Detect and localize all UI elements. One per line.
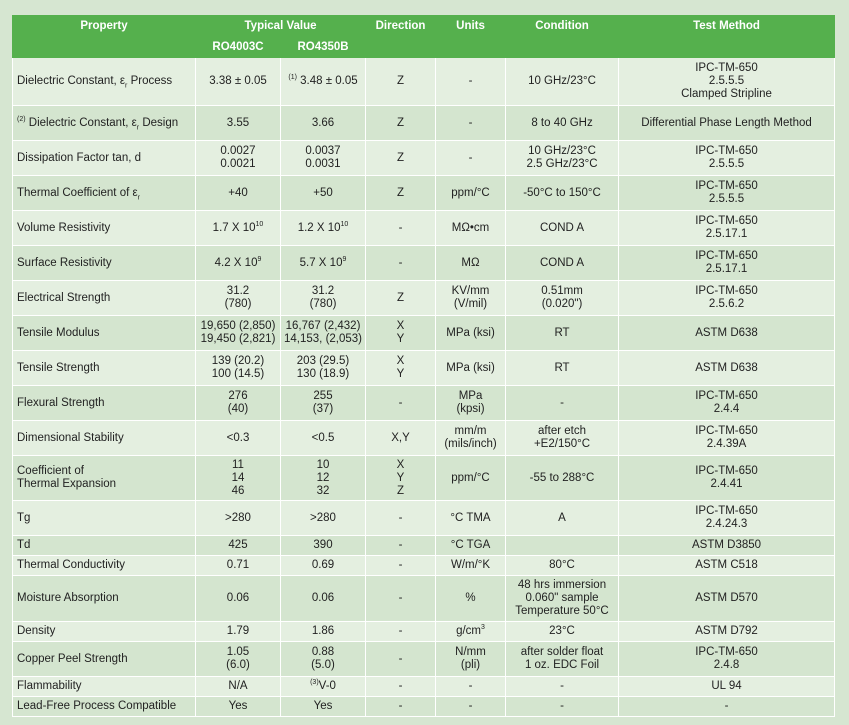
ro4350b-value: $^{(3)}$V-0 bbox=[281, 677, 366, 697]
ro4350b-value: 3.66 bbox=[281, 106, 366, 141]
ro4003c-value: 139 (20.2) 100 (14.5) bbox=[196, 351, 281, 386]
ro4350b-value: 10 12 32 bbox=[281, 456, 366, 501]
condition-cell: 23°C bbox=[506, 622, 619, 642]
header-property: Property bbox=[13, 16, 196, 37]
units-cell: MPa (ksi) bbox=[436, 316, 506, 351]
table-row bbox=[13, 697, 835, 717]
property-cell: Thermal Coefficient of $\varepsilon_r$ bbox=[13, 176, 196, 211]
test-method-cell: ASTM C518 bbox=[619, 556, 835, 576]
property-cell: $^{(2)}$ Dielectric Constant, $\varepsilon_r$ Design bbox=[13, 106, 196, 141]
direction-cell: - bbox=[366, 576, 436, 622]
direction-cell: - bbox=[366, 697, 436, 717]
table-row bbox=[13, 351, 835, 386]
ro4003c-value: 0.06 bbox=[196, 576, 281, 622]
ro4003c-value: 19,650 (2,850) 19,450 (2,821) bbox=[196, 316, 281, 351]
test-method-cell: IPC-TM-650 2.4.39A bbox=[619, 421, 835, 456]
units-cell: - bbox=[436, 697, 506, 717]
table-row bbox=[13, 316, 835, 351]
test-method-cell: IPC-TM-650 2.4.41 bbox=[619, 456, 835, 501]
ro4003c-value: 31.2 (780) bbox=[196, 281, 281, 316]
condition-cell: 10 GHz/23°C 2.5 GHz/23°C bbox=[506, 141, 619, 176]
direction-cell: Z bbox=[366, 281, 436, 316]
table-row bbox=[13, 642, 835, 677]
test-method-cell: IPC-TM-650 2.5.5.5 Clamped Stripline bbox=[619, 58, 835, 106]
units-cell: KV/mm (V/mil) bbox=[436, 281, 506, 316]
table-row bbox=[13, 211, 835, 246]
property-cell: Tg bbox=[13, 501, 196, 536]
direction-cell: Z bbox=[366, 106, 436, 141]
direction-cell: - bbox=[366, 536, 436, 556]
condition-cell bbox=[506, 536, 619, 556]
property-cell: Flammability bbox=[13, 677, 196, 697]
direction-cell: X Y Z bbox=[366, 456, 436, 501]
ro4350b-value: Yes bbox=[281, 697, 366, 717]
property-cell: Tensile Strength bbox=[13, 351, 196, 386]
header-typical-value: Typical Value bbox=[196, 16, 366, 37]
condition-cell: 48 hrs immersion 0.060" sample Temperature 50°C bbox=[506, 576, 619, 622]
units-cell: - bbox=[436, 677, 506, 697]
header-test-method: Test Method bbox=[619, 16, 835, 37]
test-method-cell: IPC-TM-650 2.5.5.5 bbox=[619, 141, 835, 176]
header-condition: Condition bbox=[506, 16, 619, 37]
ro4350b-value: 0.06 bbox=[281, 576, 366, 622]
property-cell: Flexural Strength bbox=[13, 386, 196, 421]
ro4350b-value: 0.0037 0.0031 bbox=[281, 141, 366, 176]
direction-cell: - bbox=[366, 677, 436, 697]
ro4350b-value: >280 bbox=[281, 501, 366, 536]
header-grade-ro4350b: RO4350B bbox=[281, 37, 366, 58]
property-cell: Td bbox=[13, 536, 196, 556]
test-method-cell: ASTM D792 bbox=[619, 622, 835, 642]
direction-cell: X Y bbox=[366, 351, 436, 386]
property-cell: Surface Resistivity bbox=[13, 246, 196, 281]
table-row bbox=[13, 141, 835, 176]
direction-cell: X,Y bbox=[366, 421, 436, 456]
table-row bbox=[13, 246, 835, 281]
condition-cell: 8 to 40 GHz bbox=[506, 106, 619, 141]
table-row bbox=[13, 456, 835, 501]
units-cell: °C TMA bbox=[436, 501, 506, 536]
direction-cell: Z bbox=[366, 58, 436, 106]
units-cell: - bbox=[436, 58, 506, 106]
ro4003c-value: <0.3 bbox=[196, 421, 281, 456]
condition-cell: - bbox=[506, 386, 619, 421]
condition-cell: after solder float 1 oz. EDC Foil bbox=[506, 642, 619, 677]
ro4003c-value: 1.7 X $10^{10}$ bbox=[196, 211, 281, 246]
table-row bbox=[13, 106, 835, 141]
condition-cell: -55 to 288°C bbox=[506, 456, 619, 501]
properties-table bbox=[12, 15, 835, 717]
units-cell: % bbox=[436, 576, 506, 622]
property-cell: Copper Peel Strength bbox=[13, 642, 196, 677]
ro4003c-value: 276 (40) bbox=[196, 386, 281, 421]
test-method-cell: - bbox=[619, 697, 835, 717]
ro4003c-value: 1.79 bbox=[196, 622, 281, 642]
table-row bbox=[13, 281, 835, 316]
test-method-cell: IPC-TM-650 2.5.5.5 bbox=[619, 176, 835, 211]
table-row bbox=[13, 536, 835, 556]
ro4350b-value: 1.2 X $10^{10}$ bbox=[281, 211, 366, 246]
ro4003c-value: 0.71 bbox=[196, 556, 281, 576]
direction-cell: - bbox=[366, 556, 436, 576]
ro4003c-value: 425 bbox=[196, 536, 281, 556]
ro4003c-value: +40 bbox=[196, 176, 281, 211]
units-cell: N/mm (pli) bbox=[436, 642, 506, 677]
table-row bbox=[13, 501, 835, 536]
units-cell: mm/m (mils/inch) bbox=[436, 421, 506, 456]
condition-cell: 10 GHz/23°C bbox=[506, 58, 619, 106]
ro4350b-value: $^{(1)}$ 3.48 ± 0.05 bbox=[281, 58, 366, 106]
condition-cell: COND A bbox=[506, 211, 619, 246]
ro4350b-value: +50 bbox=[281, 176, 366, 211]
units-cell: °C TGA bbox=[436, 536, 506, 556]
units-cell: ppm/°C bbox=[436, 176, 506, 211]
ro4350b-value: 5.7 X $10^9$ bbox=[281, 246, 366, 281]
table-row bbox=[13, 421, 835, 456]
table-row bbox=[13, 58, 835, 106]
direction-cell: - bbox=[366, 246, 436, 281]
units-cell: MΩ•cm bbox=[436, 211, 506, 246]
property-cell: Dissipation Factor tan, d bbox=[13, 141, 196, 176]
test-method-cell: ASTM D638 bbox=[619, 351, 835, 386]
ro4350b-value: 255 (37) bbox=[281, 386, 366, 421]
table-row bbox=[13, 556, 835, 576]
condition-cell: after etch +E2/150°C bbox=[506, 421, 619, 456]
property-cell: Volume Resistivity bbox=[13, 211, 196, 246]
test-method-cell: ASTM D570 bbox=[619, 576, 835, 622]
test-method-cell: ASTM D3850 bbox=[619, 536, 835, 556]
property-cell: Electrical Strength bbox=[13, 281, 196, 316]
ro4350b-value: 16,767 (2,432) 14,153, (2,053) bbox=[281, 316, 366, 351]
direction-cell: - bbox=[366, 501, 436, 536]
direction-cell: Z bbox=[366, 176, 436, 211]
ro4003c-value: 1.05 (6.0) bbox=[196, 642, 281, 677]
test-method-cell: IPC-TM-650 2.5.6.2 bbox=[619, 281, 835, 316]
condition-cell: - bbox=[506, 697, 619, 717]
ro4350b-value: 31.2 (780) bbox=[281, 281, 366, 316]
direction-cell: - bbox=[366, 211, 436, 246]
ro4350b-value: 0.69 bbox=[281, 556, 366, 576]
property-cell: Moisture Absorption bbox=[13, 576, 196, 622]
units-cell: $g/cm^3$ bbox=[436, 622, 506, 642]
test-method-cell: IPC-TM-650 2.4.4 bbox=[619, 386, 835, 421]
test-method-cell: IPC-TM-650 2.5.17.1 bbox=[619, 211, 835, 246]
property-cell: Density bbox=[13, 622, 196, 642]
units-cell: - bbox=[436, 106, 506, 141]
table-row bbox=[13, 386, 835, 421]
property-cell: Lead-Free Process Compatible bbox=[13, 697, 196, 717]
condition-cell: RT bbox=[506, 351, 619, 386]
header-units: Units bbox=[436, 16, 506, 37]
direction-cell: Z bbox=[366, 141, 436, 176]
direction-cell: - bbox=[366, 642, 436, 677]
units-cell: MPa (kpsi) bbox=[436, 386, 506, 421]
ro4003c-value: 11 14 46 bbox=[196, 456, 281, 501]
table-row bbox=[13, 576, 835, 622]
condition-cell: RT bbox=[506, 316, 619, 351]
property-cell: Dimensional Stability bbox=[13, 421, 196, 456]
condition-cell: - bbox=[506, 677, 619, 697]
condition-cell: COND A bbox=[506, 246, 619, 281]
ro4350b-value: 390 bbox=[281, 536, 366, 556]
ro4003c-value: >280 bbox=[196, 501, 281, 536]
ro4350b-value: 0.88 (5.0) bbox=[281, 642, 366, 677]
units-cell: MΩ bbox=[436, 246, 506, 281]
table-row bbox=[13, 176, 835, 211]
test-method-cell: Differential Phase Length Method bbox=[619, 106, 835, 141]
test-method-cell: IPC-TM-650 2.5.17.1 bbox=[619, 246, 835, 281]
property-cell: Tensile Modulus bbox=[13, 316, 196, 351]
ro4350b-value: <0.5 bbox=[281, 421, 366, 456]
ro4003c-value: 3.38 ± 0.05 bbox=[196, 58, 281, 106]
ro4350b-value: 203 (29.5) 130 (18.9) bbox=[281, 351, 366, 386]
header-grade-ro4003c: RO4003C bbox=[196, 37, 281, 58]
property-cell: Dielectric Constant, $\varepsilon_r$ Process bbox=[13, 58, 196, 106]
test-method-cell: IPC-TM-650 2.4.24.3 bbox=[619, 501, 835, 536]
test-method-cell: ASTM D638 bbox=[619, 316, 835, 351]
direction-cell: - bbox=[366, 622, 436, 642]
test-method-cell: IPC-TM-650 2.4.8 bbox=[619, 642, 835, 677]
condition-cell: -50°C to 150°C bbox=[506, 176, 619, 211]
ro4350b-value: 1.86 bbox=[281, 622, 366, 642]
units-cell: - bbox=[436, 141, 506, 176]
condition-cell: 0.51mm (0.020") bbox=[506, 281, 619, 316]
condition-cell: A bbox=[506, 501, 619, 536]
units-cell: MPa (ksi) bbox=[436, 351, 506, 386]
property-cell: Thermal Conductivity bbox=[13, 556, 196, 576]
units-cell: W/m/°K bbox=[436, 556, 506, 576]
ro4003c-value: 0.0027 0.0021 bbox=[196, 141, 281, 176]
header-direction: Direction bbox=[366, 16, 436, 37]
table-row bbox=[13, 622, 835, 642]
ro4003c-value: N/A bbox=[196, 677, 281, 697]
ro4003c-value: Yes bbox=[196, 697, 281, 717]
direction-cell: X Y bbox=[366, 316, 436, 351]
units-cell: ppm/°C bbox=[436, 456, 506, 501]
test-method-cell: UL 94 bbox=[619, 677, 835, 697]
ro4003c-value: 3.55 bbox=[196, 106, 281, 141]
table-row bbox=[13, 677, 835, 697]
direction-cell: - bbox=[366, 386, 436, 421]
condition-cell: 80°C bbox=[506, 556, 619, 576]
property-cell: Coefficient of Thermal Expansion bbox=[13, 456, 196, 501]
ro4003c-value: 4.2 X $10^9$ bbox=[196, 246, 281, 281]
